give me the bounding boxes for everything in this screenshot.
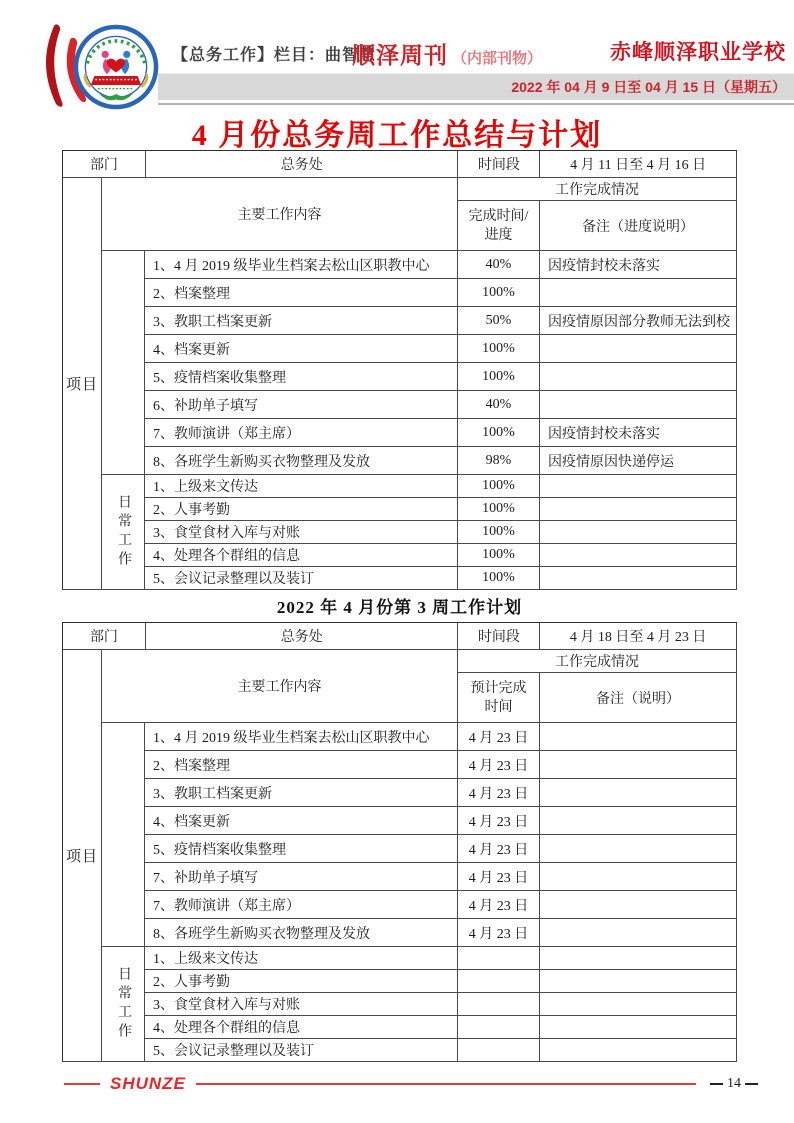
task-note-cell [540,891,737,919]
task-note-cell [540,751,737,779]
plan-daily-rows [145,947,737,1062]
task-value-cell: 4 月 23 日 [458,835,540,863]
summary-table-dept-row [63,151,737,178]
daily-rowspan-cell [102,475,145,590]
journal-title: 顺泽周刊 [352,42,448,68]
plan-project-section [102,723,737,947]
task-value-cell: 100% [458,335,540,363]
column-credit-label: 【总务工作】栏目：曲智慧 [172,47,377,64]
task-content-cell: 4、处理各个群组的信息 [145,544,458,567]
school-name: 赤峰顺泽职业学校 [610,41,786,64]
footer-line-left [64,1083,100,1085]
table-row [145,391,737,419]
plan-table [62,622,737,1062]
page-number [706,1076,762,1092]
task-value-cell: 100% [458,363,540,391]
project-subcolumn-spacer [102,251,145,475]
dept-value-cell: 总务处 [146,623,459,650]
note-col-header-cell: 备注（说明） [540,673,737,723]
summary-daily-rows [145,475,737,590]
task-content-cell: 3、教职工档案更新 [145,779,458,807]
task-value-cell: 4 月 23 日 [458,863,540,891]
table-row [145,779,737,807]
table-row [145,919,737,947]
page-footer [64,1074,762,1094]
table-row [145,251,737,279]
table-row [145,279,737,307]
task-content-cell: 1、上级来文传达 [145,475,458,498]
table-row [145,993,737,1016]
dept-label-cell: 部门 [63,151,146,178]
summary-project-rows [145,251,737,475]
task-note-cell [540,779,737,807]
task-content-cell: 8、各班学生新购买衣物整理及发放 [145,919,458,947]
table-row [145,1016,737,1039]
task-note-cell: 因疫情封校未落实 [540,419,737,447]
task-value-cell: 4 月 23 日 [458,807,540,835]
task-note-cell [540,723,737,751]
task-value-cell: 100% [458,498,540,521]
period-label-cell: 时间段 [458,623,540,650]
time-col-header-cell: 完成时间/进度 [458,201,540,251]
table-row [145,723,737,751]
table-row [145,891,737,919]
masthead-divider [158,103,794,105]
task-content-cell: 2、人事考勤 [145,498,458,521]
dept-label-cell: 部门 [63,623,146,650]
table-row [145,363,737,391]
task-content-cell: 7、教师演讲（郑主席） [145,891,458,919]
task-note-cell [540,947,737,970]
plan-table-dept-row [63,623,737,650]
task-note-cell [540,1016,737,1039]
table-row [145,807,737,835]
table-row [145,307,737,335]
note-col-header-cell: 备注（进度说明） [540,201,737,251]
task-content-cell: 1、4 月 2019 级毕业生档案去松山区职教中心 [145,723,458,751]
task-note-cell [540,567,737,590]
table-row [145,970,737,993]
task-content-cell: 8、各班学生新购买衣物整理及发放 [145,447,458,475]
task-note-cell [540,970,737,993]
issue-date-bar [158,73,794,100]
masthead [0,0,794,112]
task-content-cell: 6、补助单子填写 [145,391,458,419]
task-value-cell: 4 月 23 日 [458,891,540,919]
main-content-header-cell: 主要工作内容 [102,650,458,723]
task-content-cell: 3、食堂食材入库与对账 [145,521,458,544]
task-value-cell: 100% [458,419,540,447]
task-note-cell [540,498,737,521]
task-value-cell [458,970,540,993]
task-note-cell: 因疫情封校未落实 [540,251,737,279]
task-note-cell: 因疫情原因部分教师无法到校 [540,307,737,335]
task-note-cell [540,544,737,567]
task-value-cell: 100% [458,544,540,567]
task-value-cell: 4 月 23 日 [458,919,540,947]
task-value-cell [458,1016,540,1039]
table-row [145,835,737,863]
table-row [145,498,737,521]
task-note-cell [540,835,737,863]
daily-label: 日常工作 [116,494,131,570]
task-value-cell: 100% [458,279,540,307]
task-note-cell [540,919,737,947]
task-note-cell [540,475,737,498]
page-number-dash-left [710,1083,723,1085]
table-row [145,863,737,891]
table-row [145,419,737,447]
project-rowspan-cell: 项目 [63,178,102,590]
task-value-cell: 4 月 23 日 [458,779,540,807]
task-value-cell: 40% [458,391,540,419]
table-row [145,567,737,590]
task-value-cell: 98% [458,447,540,475]
completion-header-cell: 工作完成情况 [458,178,737,201]
table-row [145,751,737,779]
task-value-cell: 100% [458,521,540,544]
task-value-cell [458,947,540,970]
task-content-cell: 4、档案更新 [145,335,458,363]
task-note-cell [540,521,737,544]
task-content-cell: 5、疫情档案收集整理 [145,363,458,391]
summary-table-body [63,178,737,590]
project-subcolumn-spacer [102,723,145,947]
task-content-cell: 1、上级来文传达 [145,947,458,970]
task-note-cell [540,279,737,307]
plan-daily-section [102,947,737,1062]
task-note-cell [540,993,737,1016]
task-content-cell: 3、食堂食材入库与对账 [145,993,458,1016]
task-value-cell: 100% [458,475,540,498]
task-note-cell: 因疫情原因快递停运 [540,447,737,475]
journal-subtitle: （内部刊物） [452,50,543,67]
task-content-cell: 2、档案整理 [145,279,458,307]
school-logo [70,22,162,112]
period-label-cell: 时间段 [458,151,540,178]
task-content-cell: 5、会议记录整理以及装订 [145,567,458,590]
plan-section-heading: 2022 年 4 月份第 3 周工作计划 [276,598,523,617]
task-value-cell: 4 月 23 日 [458,751,540,779]
page-title: 4 月份总务周工作总结与计划 [191,119,603,152]
journal-title-group [352,37,542,70]
table-row [145,947,737,970]
table-row [145,521,737,544]
task-content-cell: 2、人事考勤 [145,970,458,993]
task-note-cell [540,335,737,363]
task-note-cell [540,391,737,419]
task-value-cell: 100% [458,567,540,590]
task-value-cell [458,1039,540,1062]
page-number-dash-right [745,1083,758,1085]
daily-label: 日常工作 [116,966,131,1042]
period-value-cell: 4 月 11 日至 4 月 16 日 [540,151,737,178]
dept-value-cell: 总务处 [146,151,459,178]
table-row [145,1039,737,1062]
completion-header-cell: 工作完成情况 [458,650,737,673]
task-value-cell: 4 月 23 日 [458,723,540,751]
table-row [145,447,737,475]
project-rowspan-cell: 项目 [63,650,102,1062]
task-content-cell: 5、会议记录整理以及装订 [145,1039,458,1062]
footer-brand: SHUNZE [110,1074,186,1093]
task-content-cell: 1、4 月 2019 级毕业生档案去松山区职教中心 [145,251,458,279]
summary-project-section [102,251,737,475]
plan-project-rows [145,723,737,947]
task-note-cell [540,363,737,391]
task-content-cell: 2、档案整理 [145,751,458,779]
task-note-cell [540,863,737,891]
table-row [145,544,737,567]
task-value-cell [458,993,540,1016]
task-content-cell: 7、教师演讲（郑主席） [145,419,458,447]
task-content-cell: 3、教职工档案更新 [145,307,458,335]
time-col-header-cell: 预计完成时间 [458,673,540,723]
summary-daily-section [102,475,737,590]
daily-rowspan-cell [102,947,145,1062]
task-content-cell: 4、档案更新 [145,807,458,835]
table-row [145,475,737,498]
main-content-header-cell: 主要工作内容 [102,178,458,251]
task-note-cell [540,807,737,835]
issue-date-range: 2022 年 04 月 9 日至 04 月 15 日（星期五） [511,79,786,95]
task-note-cell [540,1039,737,1062]
table-row [145,335,737,363]
task-content-cell: 7、补助单子填写 [145,863,458,891]
summary-table [62,150,737,590]
task-content-cell: 5、疫情档案收集整理 [145,835,458,863]
page-number-value: 14 [727,1076,741,1091]
task-content-cell: 4、处理各个群组的信息 [145,1016,458,1039]
plan-table-header [102,650,737,723]
task-value-cell: 50% [458,307,540,335]
footer-line-right [196,1083,696,1085]
task-value-cell: 40% [458,251,540,279]
summary-table-header [102,178,737,251]
plan-table-body [63,650,737,1062]
period-value-cell: 4 月 18 日至 4 月 23 日 [540,623,737,650]
